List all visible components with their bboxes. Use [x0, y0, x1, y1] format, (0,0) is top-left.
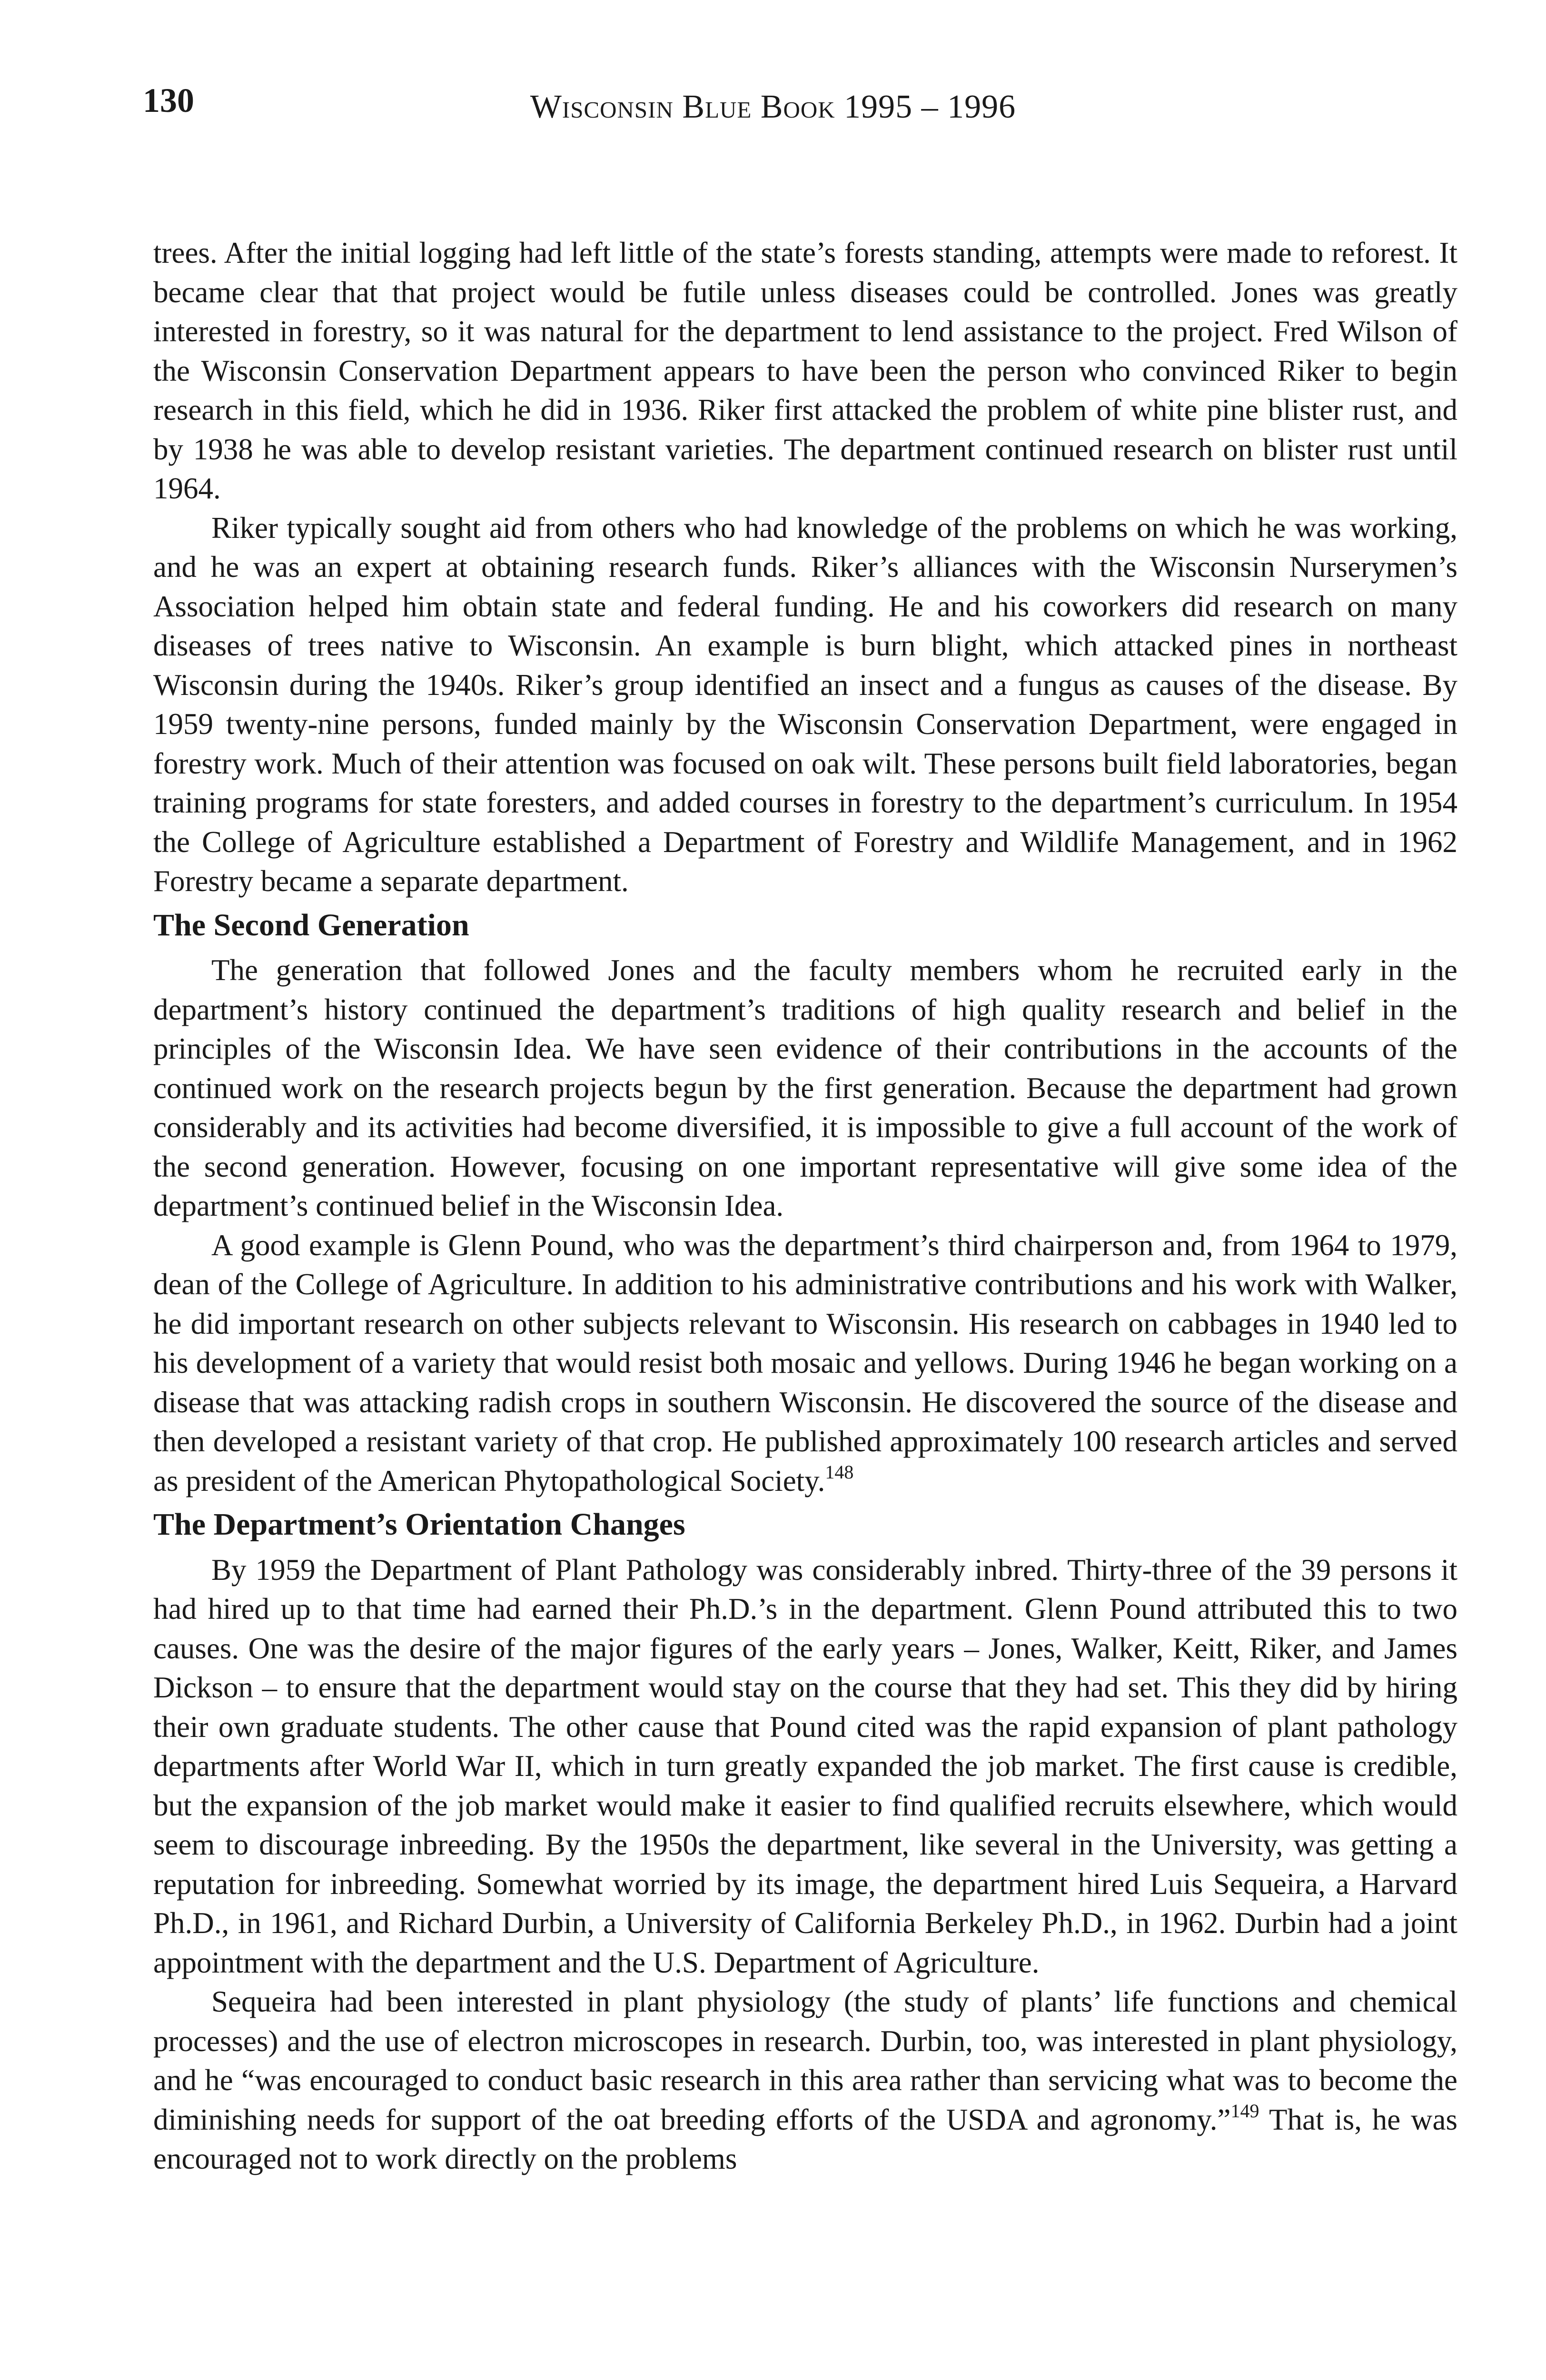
paragraph: trees. After the initial logging had left little of the state’s forests standing, attempts were made to reforest. It became clear that that project would be futile unless diseases could be controlled. Jones was greatly interested in forestry, so it was natural for the department to lend assistance to the project. Fred Wilson of the Wisconsin Conservation Department appears to have been the person who convinced Riker to begin research in this field, which he did in 1936. Riker first attacked the problem of white pine blister rust, and by 1938 he was able to develop resistant varieties. The department continued research on blister rust until 1964.	[153, 236, 1457, 505]
paragraph: The generation that followed Jones and the faculty members whom he recruited early in the department’s history continued the department’s traditions of high quality research and belief in the principles of the Wisconsin Idea. We have seen evidence of their contributions in the accounts of the continued work on the research projects begun by the first generation. Because the department had grown considerably and its activities had become diversified, it is impossible to give a full account of the work of the second generation. However, focusing on one important representative will give some idea of the department’s continued belief in the Wisconsin Idea.	[153, 953, 1457, 1222]
paragraph	[153, 1982, 1457, 2179]
paragraph: By 1959 the Department of Plant Pathology was considerably inbred. Thirty-three of the 39 persons it had hired up to that time had earned their Ph.D.’s in the department. Glenn Pound attributed this to two causes. One was the desire of the major figures of the early years – Jones, Walker, Keitt, Riker, and James Dickson – to ensure that the department would stay on the course that they had set. This they did by hiring their own graduate students. The other cause that Pound cited was the rapid expansion of plant pathology departments after World War II, which in turn greatly expanded the job market. The first cause is credible, but the expansion of the job market would make it easier to find qualified recruits elsewhere, which would seem to discourage inbreeding. By the 1950s the department, like several in the University, was getting a reputation for inbreeding. Somewhat worried by its image, the department hired Luis Sequeira, a Harvard Ph.D., in 1961, and Richard Durbin, a University of California Berkeley Ph.D., in 1962. Durbin had a joint appointment with the department and the U.S. Department of Agriculture.	[153, 1553, 1457, 1979]
page-number: 130	[143, 81, 194, 119]
paragraph-text: A good example is Glenn Pound, who was the department’s third chairperson and, from 1964 to 1979, dean of the College of Agriculture. In addition to his administrative contributions and his work with Walker, he did important research on other subjects relevant to Wisconsin. His research on cabbages in 1940 led to his development of a variety that would resist both mosaic and yellows. During 1946 he began working on a disease that was attacking radish crops in southern Wisconsin. He discovered the source of the disease and then developed a resistant variety of that crop. He published approximately 100 research articles and served as president of the American Phytopathological Society.	[153, 1228, 1457, 1497]
paragraph-text: Sequeira had been interested in plant physiology (the study of plants’ life functions and chemical processes) and the use of electron microscopes in research. Durbin, too, was interested in plant physiology, and he “was encouraged to conduct basic research in this area rather than servicing what was to become the diminishing needs for support of the oat breeding efforts of the USDA and agronomy.”	[153, 1985, 1457, 2136]
footnote-marker: 149	[1230, 2100, 1259, 2122]
paragraph	[153, 1226, 1457, 1501]
page-body	[153, 233, 1457, 2179]
footnote-marker: 148	[825, 1461, 854, 1483]
paragraph: Riker typically sought aid from others who had knowledge of the problems on which he was working, and he was an expert at obtaining research funds. Riker’s alliances with the Wisconsin Nurserymen’s Association helped him obtain state and federal funding. He and his coworkers did research on many diseases of trees native to Wisconsin. An example is burn blight, which attacked pines in northeast Wisconsin during the 1940s. Riker’s group identified an insect and a fungus as causes of the disease. By 1959 twenty-nine persons, funded mainly by the Wisconsin Conservation Department, were engaged in forestry work. Much of their attention was focused on oak wilt. These persons built field laboratories, began training programs for state foresters, and added courses in forestry to the department’s curriculum. In 1954 the College of Agriculture established a Department of Forestry and Wildlife Management, and in 1962 Forestry became a separate department.	[153, 511, 1457, 898]
paragraph-text: That is, he was encouraged not to work directly on the problems	[153, 2102, 1457, 2175]
section-heading: The Department’s Orientation Changes	[153, 1507, 685, 1542]
running-header: Wisconsin Blue Book 1995 – 1996	[530, 89, 1016, 125]
section-heading: The Second Generation	[153, 907, 469, 942]
